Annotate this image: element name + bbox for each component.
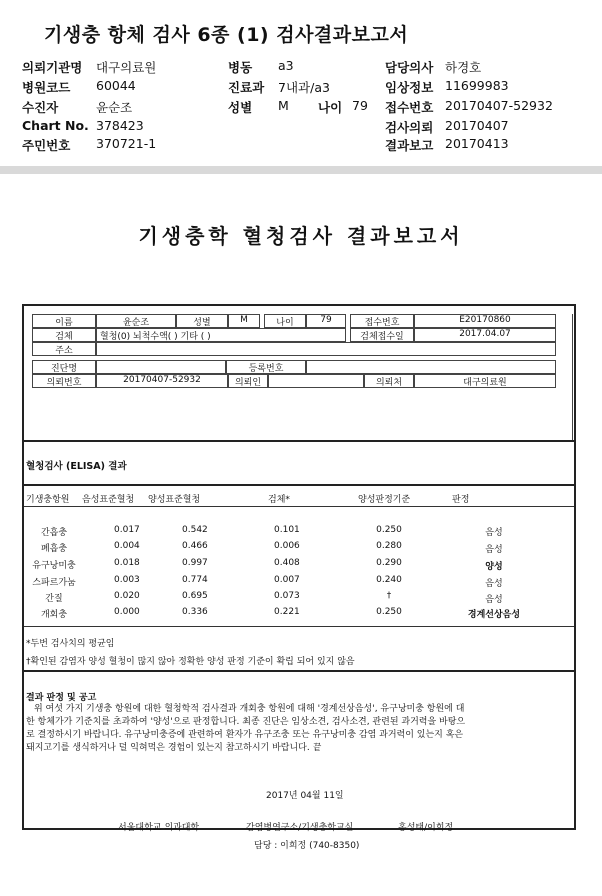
pt-requester-label: 의뢰인 — [234, 378, 262, 388]
row-neg: 0.017 — [114, 525, 140, 535]
pt-reg-no-label: 등록번호 — [248, 364, 284, 374]
pt-requester-org-label: 의뢰처 — [375, 378, 403, 388]
conclusion-text — [26, 703, 572, 755]
pt-request-no-value: 20170407-52932 — [123, 375, 201, 385]
row-sample: 0.006 — [274, 541, 300, 551]
col-cutoff: 양성판정기준 — [358, 495, 411, 505]
row-antigen: 폐흡충 — [40, 544, 68, 554]
pt-name-label: 이름 — [55, 318, 73, 328]
row-sample: 0.101 — [274, 525, 300, 535]
row-antigen: 개회충 — [40, 610, 68, 620]
conclusion-title: 결과 판정 및 공고 — [26, 693, 97, 703]
report-header — [0, 0, 602, 166]
pt-name-value: 윤순조 — [122, 318, 150, 328]
conclusion-line: 위 여섯 가지 기생충 항원에 대한 혈청학적 검사결과 개회충 항원에 대해 '경계선상음성', 유구낭미충 항원에 대 — [34, 704, 465, 714]
row-cutoff: 0.250 — [376, 607, 402, 617]
row-result: 음성 — [485, 595, 503, 605]
section-divider — [0, 166, 602, 174]
sex-value: M — [278, 98, 289, 113]
row-pos: 0.466 — [182, 541, 208, 551]
row-result: 음성 — [485, 579, 503, 589]
pt-sex-value: M — [240, 315, 248, 325]
pt-request-no-label: 의뢰번호 — [46, 378, 82, 388]
pt-specimen-date-value: 2017.04.07 — [459, 329, 511, 339]
col-pos-std: 양성표준혈청 — [148, 495, 201, 505]
row-antigen: 스파르가눔 — [32, 578, 76, 588]
request-date-label: 검사의뢰 — [385, 120, 434, 135]
row-antigen: 간질 — [45, 594, 63, 604]
report-frame — [22, 304, 576, 851]
clinical-info-value: 11699983 — [445, 78, 509, 93]
row-cutoff: 0.280 — [376, 541, 402, 551]
row-cutoff: † — [386, 591, 392, 601]
pt-address-label: 주소 — [55, 346, 73, 356]
doctor-label: 담당의사 — [385, 60, 434, 75]
signing-lab: 감염병연구소/기생충학교실 — [246, 823, 354, 833]
row-cutoff: 0.290 — [376, 558, 402, 568]
chart-no-label: Chart No. — [22, 118, 89, 133]
row-result: 양성 — [485, 562, 503, 572]
hospital-code-label: 병원코드 — [22, 80, 71, 95]
pt-receipt-value: E20170860 — [459, 315, 511, 325]
page-title: 기생충 항체 검사 6종 (1) 검사결과보고서 — [44, 24, 409, 46]
col-antigen: 기생충항원 — [26, 495, 70, 505]
footnote-dagger: †확인된 감염자 양성 혈청이 많지 않아 정확한 양성 판정 기준이 확립 되어 있지 않음 — [26, 657, 355, 667]
row-result: 음성 — [485, 528, 503, 538]
patient-value: 윤순조 — [96, 100, 133, 115]
institution-value: 대구의료원 — [96, 60, 157, 75]
row-sample: 0.007 — [274, 575, 300, 585]
pt-age-value: 79 — [320, 315, 332, 325]
row-sample: 0.073 — [274, 591, 300, 601]
signing-institution: 서울대학교 의과대학 — [118, 823, 200, 833]
clinical-info-label: 임상정보 — [385, 80, 434, 95]
sex-label: 성별 — [228, 100, 253, 115]
department-label: 진료과 — [228, 80, 265, 95]
row-neg: 0.018 — [114, 558, 140, 568]
row-cutoff: 0.240 — [376, 575, 402, 585]
contact-info: 담당 : 이희정 (740-8350) — [254, 841, 360, 851]
row-cutoff: 0.250 — [376, 525, 402, 535]
row-sample: 0.408 — [274, 558, 300, 568]
pt-receipt-label: 접수번호 — [364, 318, 400, 328]
row-pos: 0.997 — [182, 558, 208, 568]
pt-specimen-value: 혈청(0) 뇌척수액( ) 기타 ( ) — [100, 332, 211, 342]
row-sample: 0.221 — [274, 607, 300, 617]
signing-head: 홍성태/이희정 — [398, 823, 454, 833]
row-neg: 0.020 — [114, 591, 140, 601]
doctor-value: 하경호 — [445, 60, 482, 75]
receipt-no-value: 20170407-52932 — [445, 98, 553, 113]
report-date-value: 20170413 — [445, 136, 509, 151]
report-date: 2017년 04월 11일 — [266, 791, 344, 801]
age-label: 나이 — [318, 100, 343, 115]
institution-label: 의뢰기관명 — [22, 60, 83, 75]
report-date-label: 결과보고 — [385, 138, 434, 153]
ward-value: a3 — [278, 58, 294, 73]
row-result: 음성 — [485, 545, 503, 555]
conclusion-line: 돼지고기를 생식하거나 덜 익혀먹은 경험이 있는지 참고하시기 바랍니다. 끝 — [26, 743, 322, 753]
pt-specimen-date-label: 검체접수일 — [360, 332, 404, 342]
footnote-average: *두번 검사치의 평균임 — [26, 639, 115, 649]
report-title: 기생충학 혈청검사 결과보고서 — [138, 224, 464, 248]
row-pos: 0.542 — [182, 525, 208, 535]
row-pos: 0.695 — [182, 591, 208, 601]
patient-label: 수진자 — [22, 100, 59, 115]
age-value: 79 — [352, 98, 368, 113]
row-neg: 0.003 — [114, 575, 140, 585]
row-antigen: 유구낭미충 — [32, 561, 76, 571]
elisa-title: 혈청검사 (ELISA) 결과 — [26, 461, 127, 472]
col-result: 판정 — [452, 495, 470, 505]
resident-no-value: 370721-1 — [96, 136, 157, 151]
pt-requester-org-value: 대구의료원 — [463, 378, 507, 388]
row-result: 경계선상음성 — [467, 610, 521, 620]
conclusion-line: 로 결정하시기 바랍니다. 유구낭미충증에 관련하여 환자가 유구조충 또는 유구낭미충 감염 과거력이 있는지 혹은 — [26, 730, 464, 740]
department-value: 7내과/a3 — [278, 80, 330, 95]
col-neg-std: 음성표준혈청 — [82, 495, 135, 505]
pt-sex-label: 성별 — [193, 318, 211, 328]
pt-specimen-label: 검체 — [55, 332, 73, 342]
row-neg: 0.004 — [114, 541, 140, 551]
ward-label: 병동 — [228, 60, 253, 75]
request-date-value: 20170407 — [445, 118, 509, 133]
pt-age-label: 나이 — [276, 318, 294, 328]
conclusion-line: 한 항체가가 기준치를 초과하여 '양성'으로 판정합니다. 최종 진단은 임상소견, 검사소견, 관련된 과거력을 바탕으 — [26, 717, 466, 727]
row-pos: 0.774 — [182, 575, 208, 585]
scanned-report — [0, 174, 602, 896]
row-neg: 0.000 — [114, 607, 140, 617]
receipt-no-label: 접수번호 — [385, 100, 434, 115]
row-pos: 0.336 — [182, 607, 208, 617]
resident-no-label: 주민번호 — [22, 138, 71, 153]
pt-diagnosis-label: 진단명 — [50, 364, 78, 374]
hospital-code-value: 60044 — [96, 78, 136, 93]
row-antigen: 간흡충 — [40, 528, 68, 538]
col-sample: 검체* — [268, 495, 290, 505]
chart-no-value: 378423 — [96, 118, 144, 133]
